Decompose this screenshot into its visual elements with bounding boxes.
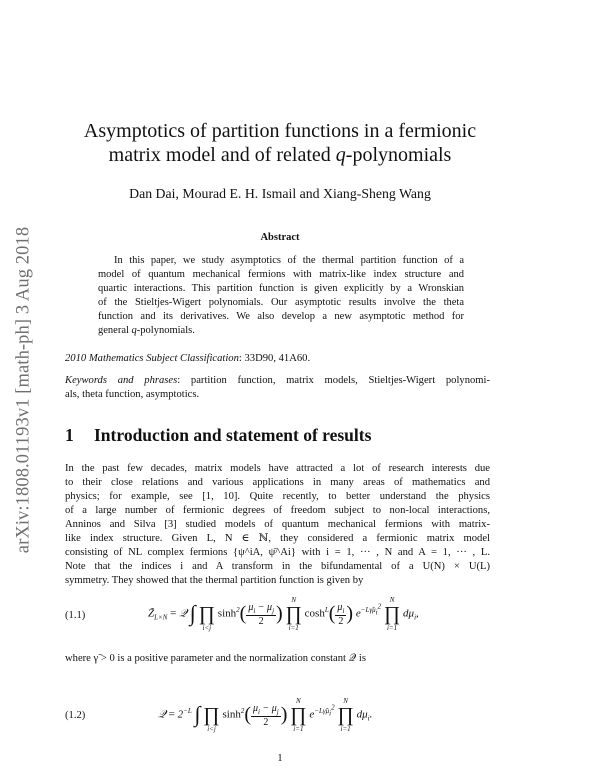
authors: Dan Dai, Mourad E. H. Ismail and Xiang-Sheng Wang — [129, 186, 431, 201]
body-line: physics; for example, see [1, 10]. Quite recently, to better understand the physics — [65, 491, 490, 502]
abstract-line: model of quantum mechanical fermions with matrix-like index structure and — [98, 269, 464, 280]
body-line: symmetry. They showed that the thermal partition function is given by — [65, 575, 364, 586]
keywords-label: Keywords and phrases — [65, 375, 178, 386]
body-line: like index structure. Given L, N ∈ ℕ, they considered a fermionic matrix model — [65, 533, 490, 544]
section-title: Introduction and statement of results — [94, 425, 372, 445]
arxiv-identifier-stamp[interactable]: arXiv:1808.01193v1 [math-ph] 3 Aug 2018 — [13, 226, 34, 554]
body-line: of a large number of fermionic degrees of freedom subject to non-local interactions, — [65, 505, 490, 516]
body-line: to their close relations and various applications in many areas of mathematics and — [65, 477, 490, 488]
abstract-line: of the Stieltjes-Wigert polynomials. Our asymptotic results involve the theta — [98, 297, 464, 308]
page-number: 1 — [277, 752, 283, 764]
body-line: Note that the indices i and A transform in the bifundamental of a U(N) × U(L) — [65, 561, 490, 572]
abstract-line: general q-polynomials. — [98, 325, 195, 336]
section-number: 1 — [65, 425, 74, 445]
paper-title-line-2: matrix model and of related q-polynomials — [108, 144, 452, 166]
abstract-heading: Abstract — [260, 232, 300, 243]
msc-classification — [65, 352, 490, 366]
msc-label: 2010 Mathematics Subject Classification — [65, 353, 239, 364]
msc-value: : 33D90, 41A60. — [238, 353, 311, 364]
abstract-line: quartic interactions. This partition function is given explicitly by a Wronskian — [98, 283, 464, 294]
body-line: where γ̃ > 0 is a positive parameter and the normalization constant 𝒬 is — [65, 653, 366, 664]
keywords-line-2: als, theta function, asymptotics. — [65, 389, 200, 400]
body-line: In the past few decades, matrix models have attracted a lot of research interests due — [65, 463, 490, 474]
equation-label: (1.2) — [65, 710, 86, 721]
paper-title-line-1: Asymptotics of partition functions in a fermionic — [83, 120, 477, 142]
equation-partition-function: $Z̃_{L\times N}$ = 𝒬 ∫ ∏ i<j $\sinh^2$( $\frac{\mu_i - \mu_j}{2}$ ) N ∏ i=1 $\cosh^L$( $\frac{\mu_i}{2}$ ) $e^{-L\gammã\mu_i^2}$ N ∏ i=1 $d\mu_i$, — [148, 596, 419, 632]
abstract-line: function and its derivatives. We also develop a new asymptotic method for — [98, 311, 464, 322]
body-line: consisting of NL complex fermions {ψ^iA, ψ̄^Ai} with i = 1, ··· , N and A = 1, ··· , L. — [65, 547, 490, 558]
equation-label: (1.1) — [65, 610, 86, 621]
keywords-line-1 — [65, 374, 490, 388]
abstract-line: In this paper, we study asymptotics of the thermal partition function of a — [114, 255, 464, 266]
keywords-value: : partition function, matrix models, Stieltjes-Wigert polynomi- — [177, 375, 491, 386]
equation-normalization-constant: 𝒬 = $2^{-L}$ ∫ ∏ i<j $\sinh^2$( $\frac{\mu_i - \mu_j}{2}$ ) N ∏ i=1 $e^{-L\gammã\mu_i^2}$ N ∏ i=1 $d\mu_i$. — [158, 697, 373, 733]
body-line: Anninos and Silva [3] studied models of quantum mechanical fermions with matrix- — [65, 519, 490, 530]
